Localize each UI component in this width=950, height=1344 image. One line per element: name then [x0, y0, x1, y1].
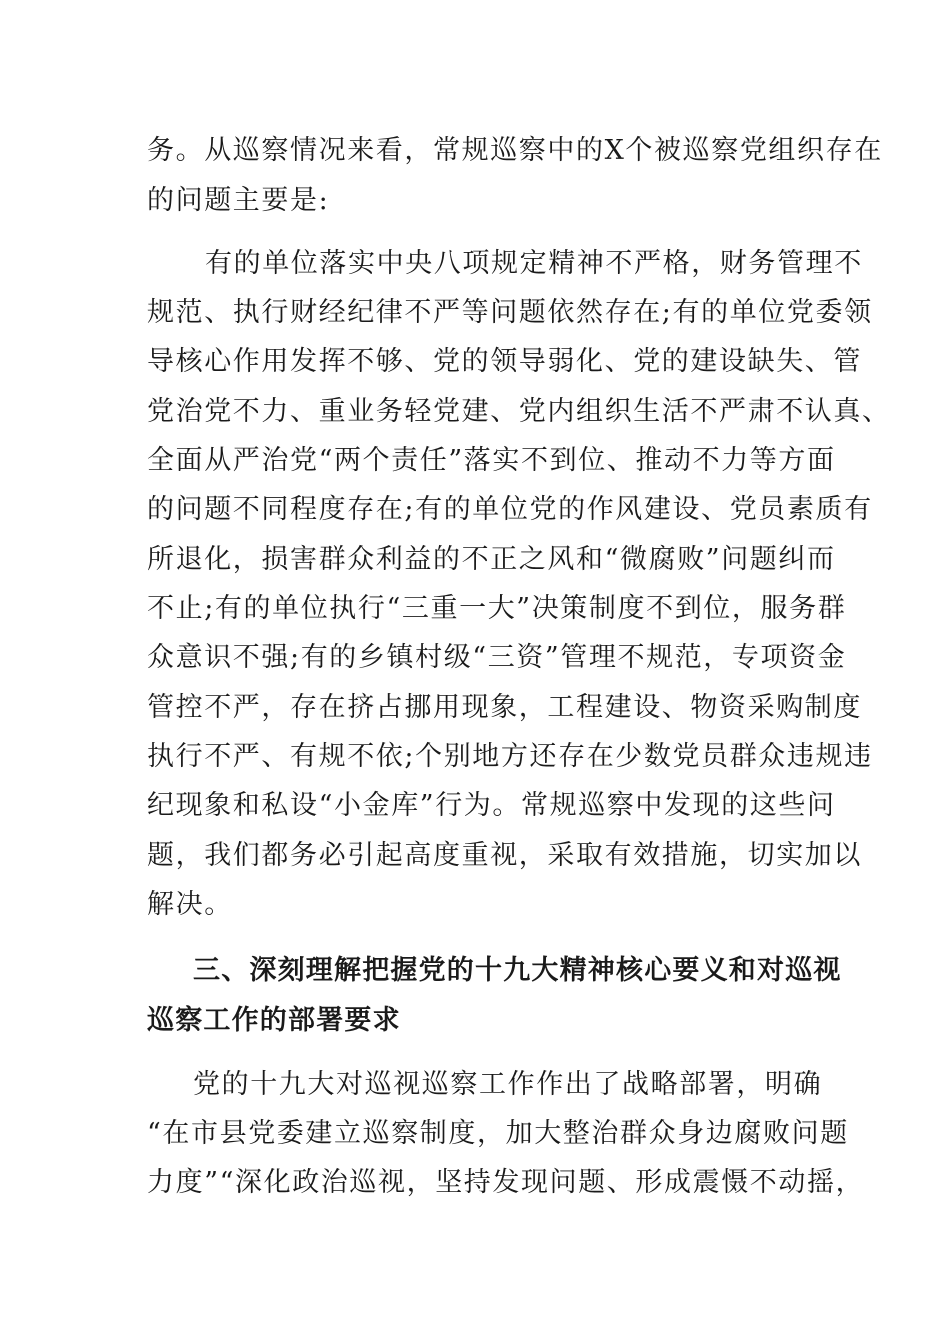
text-line-14: 纪现象和私设“小金库”行为。常规巡察中发现的这些问 [147, 790, 836, 821]
text-line-1: 务。从巡察情况来看，常规巡察中的X个被巡察党组织存在 [147, 135, 883, 166]
text-line-8: 的问题不同程度存在;有的单位党的作风建设、党员素质有 [147, 494, 873, 525]
text-line-4: 规范、执行财经纪律不严等问题依然存在;有的单位党委领 [147, 297, 873, 328]
text-line-11: 众意识不强;有的乡镇村级“三资”管理不规范，专项资金 [147, 642, 847, 673]
section-heading-line-1: 三、深刻理解把握党的十九大精神核心要义和对巡视 [193, 955, 842, 986]
text-line-16: 解决。 [147, 889, 233, 920]
text-line-20: “在市县党委建立巡察制度，加大整治群众身边腐败问题 [147, 1118, 849, 1149]
text-line-10: 不止;有的单位执行“三重一大”决策制度不到位，服务群 [147, 593, 847, 624]
text-line-7: 全面从严治党“两个责任”落实不到位、推动不力等方面 [147, 445, 836, 476]
text-line-9: 所退化，损害群众利益的不正之风和“微腐败”问题纠而 [147, 544, 836, 575]
text-line-13: 执行不严、有规不依;个别地方还存在少数党员群众违规违 [147, 741, 873, 772]
paragraph-start: 有的单位落实中央八项规定精神不严格，财务管理不 [205, 248, 863, 279]
text-line-12: 管控不严，存在挤占挪用现象，工程建设、物资采购制度 [147, 692, 862, 723]
paragraph-start-2: 党的十九大对巡视巡察工作作出了战略部署，明确 [193, 1069, 823, 1100]
text-line-21: 力度”“深化政治巡视，坚持发现问题、形成震慑不动摇， [147, 1167, 865, 1198]
text-line-15: 题，我们都务必引起高度重视，采取有效措施，切实加以 [147, 840, 862, 871]
text-line-5: 导核心作用发挥不够、党的领导弱化、党的建设缺失、管 [147, 346, 862, 377]
text-line-6: 党治党不力、重业务轻党建、党内组织生活不严肃不认真、 [147, 396, 891, 427]
section-heading-line-2: 巡察工作的部署要求 [147, 1005, 401, 1036]
text-line-2: 的问题主要是: [147, 185, 330, 216]
